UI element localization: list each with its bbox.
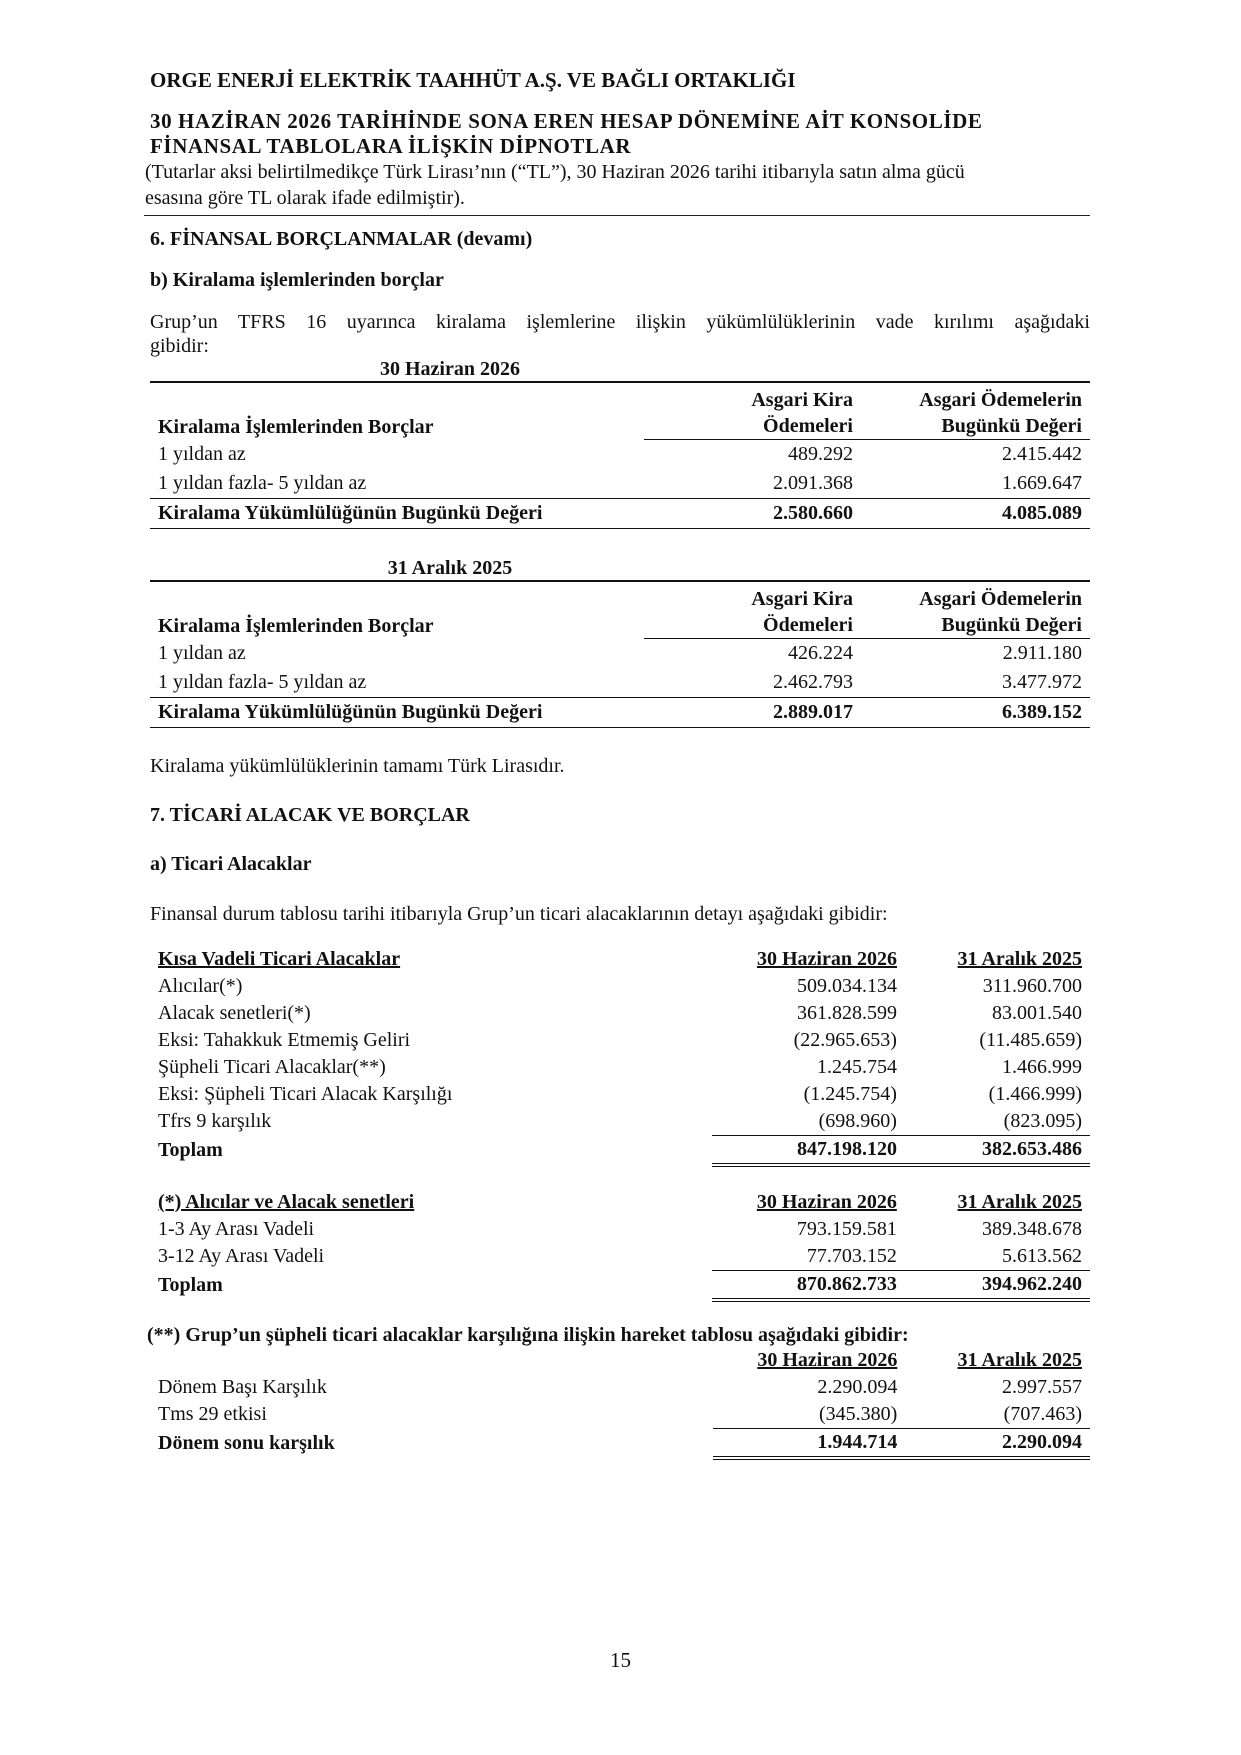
column-header: Kısa Vadeli Ticari Alacaklar — [158, 948, 401, 970]
section-6b-title: b) Kiralama işlemlerinden borçlar — [150, 269, 444, 291]
row-label: Tms 29 etkisi — [158, 1403, 267, 1426]
buyers-maturity-table — [150, 1189, 1090, 1302]
lease-table-1-period: 30 Haziran 2026 — [380, 358, 520, 380]
row-value: 2.997.557 — [1002, 1376, 1082, 1398]
column-header-line: Asgari Kira — [751, 588, 853, 610]
column-header-line: Ödemeleri — [763, 415, 853, 437]
row-value: (707.463) — [1003, 1403, 1082, 1425]
table-row — [150, 1000, 1090, 1027]
column-header: Kiralama İşlemlerinden Borçlar — [158, 415, 434, 438]
column-header-line: Bugünkü Değeri — [941, 614, 1082, 636]
section-7-intro: Finansal durum tablosu tarihi itibarıyla Grup’un ticari alacaklarının detayı aşağıdaki gibidir: — [150, 903, 888, 925]
table-row — [150, 1401, 1090, 1429]
row-value: 509.034.134 — [796, 975, 897, 997]
short-term-receivables-table — [150, 946, 1090, 1167]
section-7-title: 7. TİCARİ ALACAK VE BORÇLAR — [150, 804, 470, 826]
row-value: (345.380) — [819, 1403, 898, 1425]
table-row — [150, 1027, 1090, 1054]
column-header-line: Ödemeleri — [763, 614, 853, 636]
table-total-row — [150, 1136, 1090, 1166]
table-header-row — [150, 581, 1090, 639]
table-row — [150, 1374, 1090, 1401]
column-header: Kiralama İşlemlerinden Borçlar — [158, 614, 434, 637]
total-label: Kiralama Yükümlülüğünün Bugünkü Değeri — [150, 499, 644, 529]
table-row — [150, 1054, 1090, 1081]
column-header-line: Asgari Kira — [751, 389, 853, 411]
table-total-row — [150, 1429, 1090, 1459]
row-label: Dönem Başı Karşılık — [158, 1376, 327, 1398]
row-label: Alıcılar(*) — [158, 975, 243, 997]
row-value: 3.477.972 — [1002, 671, 1082, 693]
table-row — [150, 1216, 1090, 1243]
table-row — [150, 668, 1090, 698]
row-value: 1.669.647 — [1002, 472, 1082, 494]
row-label: 1 yıldan az — [158, 442, 246, 465]
row-label: 1 yıldan az — [158, 641, 246, 664]
row-label: Alacak senetleri(*) — [158, 1002, 311, 1024]
row-value: 311.960.700 — [982, 975, 1082, 997]
total-label: Toplam — [158, 1273, 223, 1296]
company-name: ORGE ENERJİ ELEKTRİK TAAHHÜT A.Ş. VE BAĞLI ORTAKLIĞI — [150, 68, 796, 92]
row-value: 361.828.599 — [796, 1002, 897, 1024]
table-row — [150, 1243, 1090, 1271]
table-header-row — [150, 1347, 1090, 1374]
total-value: 847.198.120 — [712, 1136, 905, 1166]
row-label: Şüpheli Ticari Alacaklar(**) — [158, 1056, 386, 1078]
table-row — [150, 973, 1090, 1000]
column-header: 30 Haziran 2026 — [757, 1349, 898, 1371]
row-value: (823.095) — [1003, 1110, 1082, 1132]
total-label: Kiralama Yükümlülüğünün Bugünkü Değeri — [150, 698, 644, 728]
column-header — [644, 581, 861, 639]
column-header: 30 Haziran 2026 — [756, 1191, 897, 1213]
row-label: Eksi: Tahakkuk Etmemiş Geliri — [158, 1029, 411, 1051]
column-header — [644, 382, 861, 440]
total-value: 6.389.152 — [861, 698, 1090, 728]
document-page — [145, 68, 1090, 1460]
row-label: 3-12 Ay Arası Vadeli — [158, 1245, 325, 1268]
currency-note-line2: esasına göre TL olarak ifade edilmiştir). — [145, 187, 465, 209]
row-value: 2.911.180 — [1002, 642, 1082, 664]
row-value: (22.965.653) — [793, 1029, 897, 1051]
table-row — [150, 469, 1090, 499]
movement-table-title: (**) Grup’un şüpheli ticari alacaklar karşılığına ilişkin hareket tablosu aşağıdaki gibidir: — [147, 1324, 909, 1346]
row-label: Tfrs 9 karşılık — [158, 1110, 272, 1133]
lease-currency-note: Kiralama yükümlülüklerinin tamamı Türk Lirasıdır. — [150, 755, 565, 777]
total-value: 394.962.240 — [905, 1271, 1090, 1301]
row-value: 2.415.442 — [1002, 443, 1082, 465]
row-value: (1.466.999) — [988, 1083, 1082, 1105]
total-label: Dönem sonu karşılık — [158, 1431, 335, 1454]
column-header: 31 Aralık 2025 — [957, 948, 1082, 970]
section-6-intro-line1: Grup’un TFRS 16 uyarınca kiralama işlemlerine ilişkin yükümlülüklerinin vade kırılımı aşağıdaki — [150, 311, 1090, 333]
total-value: 382.653.486 — [905, 1136, 1090, 1166]
column-header: (*) Alıcılar ve Alacak senetleri — [158, 1191, 415, 1213]
table-header-row — [150, 1189, 1090, 1216]
column-header: 31 Aralık 2025 — [957, 1191, 1082, 1213]
total-value: 1.944.714 — [713, 1429, 905, 1459]
row-value: 77.703.152 — [806, 1245, 897, 1267]
table-row — [150, 639, 1090, 669]
table-total-row — [150, 698, 1090, 728]
column-header: 31 Aralık 2025 — [957, 1349, 1082, 1371]
total-value: 2.889.017 — [644, 698, 861, 728]
total-value: 4.085.089 — [861, 499, 1090, 529]
report-title-line2: FİNANSAL TABLOLARA İLİŞKİN DİPNOTLAR — [150, 134, 632, 158]
section-6-intro-line2: gibidir: — [150, 335, 209, 357]
table-row — [150, 440, 1090, 470]
column-header-line: Bugünkü Değeri — [941, 415, 1082, 437]
column-header: 30 Haziran 2026 — [756, 948, 897, 970]
total-value: 2.290.094 — [905, 1429, 1090, 1459]
row-value: (698.960) — [818, 1110, 897, 1132]
lease-table-2-period: 31 Aralık 2025 — [387, 557, 513, 579]
section-7a-title: a) Ticari Alacaklar — [150, 853, 312, 875]
column-header-empty — [150, 1347, 713, 1374]
row-value: 793.159.581 — [796, 1218, 897, 1240]
total-label: Toplam — [158, 1138, 223, 1161]
row-label: 1 yıldan fazla- 5 yıldan az — [158, 472, 367, 494]
row-label: 1 yıldan fazla- 5 yıldan az — [158, 671, 367, 693]
row-value: 489.292 — [788, 443, 853, 465]
row-value: (11.485.659) — [979, 1029, 1082, 1051]
row-value: 2.462.793 — [773, 671, 853, 693]
header-divider — [144, 215, 1090, 216]
table-row — [150, 1081, 1090, 1108]
report-title-line1: 30 HAZİRAN 2026 TARİHİNDE SONA EREN HESAP DÖNEMİNE AİT KONSOLİDE — [150, 109, 983, 133]
row-value: 2.091.368 — [773, 472, 853, 494]
lease-table-1 — [150, 381, 1090, 529]
section-6-title: 6. FİNANSAL BORÇLANMALAR (devamı) — [150, 228, 533, 250]
row-value: 2.290.094 — [817, 1376, 898, 1398]
currency-note-line1: (Tutarlar aksi belirtilmedikçe Türk Lirası’nın (“TL”), 30 Haziran 2026 tarihi itibarıyla satın alma gücü — [145, 161, 965, 183]
table-total-row — [150, 1271, 1090, 1301]
row-value: 389.348.678 — [982, 1218, 1082, 1240]
row-value: 83.001.540 — [992, 1002, 1082, 1024]
row-label: 1-3 Ay Arası Vadeli — [158, 1218, 315, 1240]
row-value: 1.245.754 — [816, 1056, 897, 1078]
table-header-row — [150, 382, 1090, 440]
total-value: 2.580.660 — [644, 499, 861, 529]
column-header-line: Asgari Ödemelerin — [919, 389, 1082, 411]
row-value: 5.613.562 — [1002, 1245, 1082, 1267]
column-header-line: Asgari Ödemelerin — [919, 588, 1082, 610]
doubtful-receivables-movement-table — [150, 1347, 1090, 1460]
row-value: 426.224 — [788, 642, 853, 664]
total-value: 870.862.733 — [712, 1271, 905, 1301]
row-value: (1.245.754) — [803, 1083, 897, 1105]
table-header-row — [150, 946, 1090, 973]
column-header — [861, 382, 1090, 440]
table-total-row — [150, 499, 1090, 529]
row-value: 1.466.999 — [1002, 1056, 1082, 1078]
table-row — [150, 1108, 1090, 1136]
row-label: Eksi: Şüpheli Ticari Alacak Karşılığı — [158, 1083, 453, 1105]
page-number: 15 — [610, 1648, 631, 1672]
lease-table-2 — [150, 580, 1090, 728]
column-header — [861, 581, 1090, 639]
